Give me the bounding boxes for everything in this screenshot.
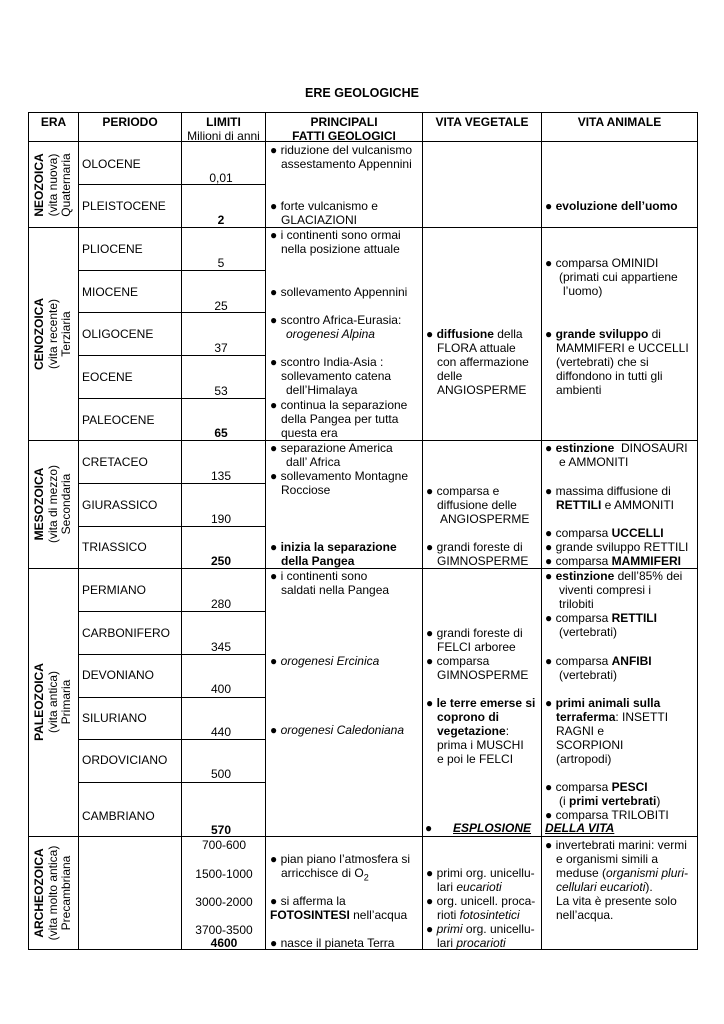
limit-permiano: 280 bbox=[210, 597, 232, 611]
bullet: ● bbox=[426, 654, 434, 668]
geo-ceno-2: nella posizione attuale bbox=[281, 242, 400, 256]
era-paleozoica-alt: Primaria bbox=[58, 679, 73, 725]
geo-arch-2 bbox=[281, 866, 369, 884]
ani-paleo-10: RAGNI e bbox=[556, 724, 605, 738]
bullet: ● bbox=[270, 723, 278, 737]
ani-text: comparsa bbox=[555, 526, 612, 540]
header-fatti-line2: FATTI GEOLOGICI bbox=[292, 129, 396, 143]
geo-ceno-8: dell’Himalaya bbox=[286, 383, 358, 397]
ani-text-bold: estinzione bbox=[555, 441, 615, 455]
veg-paleo-5 bbox=[426, 696, 535, 710]
header-limiti bbox=[182, 115, 265, 143]
bullet: ● bbox=[545, 611, 553, 625]
veg-text: : bbox=[505, 724, 510, 738]
era-cenozoica-sub: (vita recente) bbox=[45, 298, 60, 370]
geo-text: scontro Africa-Eurasia: bbox=[280, 313, 402, 327]
page-title: ERE GEOLOGICHE bbox=[305, 86, 419, 100]
geo-arch-3 bbox=[270, 894, 346, 908]
ani-arch-1 bbox=[545, 838, 687, 852]
ani-paleo-13 bbox=[545, 780, 648, 794]
veg-ceno-2: FLORA attuale bbox=[437, 341, 516, 355]
geo-text: inizia la separazione bbox=[280, 540, 397, 554]
geo-paleo-5 bbox=[425, 821, 432, 835]
limit-archeo-5: 4600 bbox=[210, 936, 238, 950]
ani-ceno-1 bbox=[545, 256, 658, 270]
era-paleozoica-sub: (vita antica) bbox=[45, 670, 60, 734]
geo-text: continua la separazione bbox=[280, 398, 408, 412]
ani-text-bold: ANFIBI bbox=[611, 654, 652, 668]
limit-olocene: 0,01 bbox=[209, 171, 233, 185]
bullet: ● bbox=[426, 866, 434, 880]
limit-devoniano: 400 bbox=[210, 682, 232, 696]
ani-arch-4 bbox=[556, 880, 653, 894]
geo-arch-1 bbox=[270, 852, 410, 866]
bullet: ● bbox=[270, 540, 278, 554]
bullet: ● bbox=[270, 441, 278, 455]
era-mesozoica-name: MESOZOICA bbox=[31, 467, 46, 541]
geo-ceno-3 bbox=[270, 285, 407, 299]
geo-paleo-2: saldati nella Pangea bbox=[281, 583, 390, 597]
limit-triassico: 250 bbox=[210, 554, 232, 568]
ani-meso-3 bbox=[545, 484, 671, 498]
limit-oligocene: 37 bbox=[214, 341, 228, 355]
era-neozoica-alt: Quaternaria bbox=[58, 153, 73, 217]
veg-text: primi org. unicellu- bbox=[436, 866, 535, 880]
ani-paleo-8 bbox=[545, 696, 660, 710]
geo-text: riduzione del vulcanismo bbox=[280, 143, 412, 157]
ani-meso-5 bbox=[545, 526, 664, 540]
geo-text: orogenesi Caledoniana bbox=[280, 723, 405, 737]
ani-text-bold: PESCI bbox=[611, 780, 648, 794]
period-eocene: EOCENE bbox=[82, 370, 133, 384]
era-neozoica-sub: (vita nuova) bbox=[45, 153, 60, 217]
veg-text-italic: procarioti bbox=[456, 936, 506, 950]
ani-meso-2: e AMMONITI bbox=[559, 455, 629, 469]
header-era: ERA bbox=[40, 115, 67, 129]
veg-text-italic: fotosintetici bbox=[459, 908, 520, 922]
period-oligocene: OLIGOCENE bbox=[82, 327, 154, 341]
geo-ceno-9 bbox=[270, 398, 407, 412]
veg-paleo-6: coprono di bbox=[437, 710, 499, 724]
bullet: ● bbox=[270, 398, 278, 412]
veg-arch-3 bbox=[426, 894, 535, 908]
geo-meso-5 bbox=[270, 540, 397, 554]
limit-giurassico: 190 bbox=[210, 512, 232, 526]
period-devoniano: DEVONIANO bbox=[82, 668, 155, 682]
veg-text: della bbox=[493, 327, 523, 341]
ani-paleo-della-vita: DELLA VITA bbox=[545, 821, 615, 835]
header-fatti bbox=[266, 115, 422, 143]
veg-paleo-3 bbox=[426, 654, 489, 668]
ani-text: comparsa bbox=[555, 654, 612, 668]
geo-ceno-7: sollevamento catena bbox=[281, 369, 392, 383]
bullet: ● bbox=[270, 355, 278, 369]
era-archeozoica-name: ARCHEOZOICA bbox=[31, 848, 46, 938]
geo-text: forte vulcanismo e bbox=[280, 199, 378, 213]
bullet: ● bbox=[545, 780, 553, 794]
era-mesozoica-sub: (vita di mezzo) bbox=[45, 464, 60, 544]
ani-arch-6: nell’acqua. bbox=[556, 908, 614, 922]
geo-text: nell’acqua bbox=[349, 908, 408, 922]
ani-ceno-4 bbox=[545, 327, 661, 341]
subscript: 2 bbox=[363, 872, 369, 883]
veg-paleo-2: FELCI arboree bbox=[437, 640, 516, 654]
bullet: ● bbox=[545, 256, 553, 270]
limit-pleistocene: 2 bbox=[217, 213, 225, 227]
veg-text: comparsa bbox=[436, 654, 490, 668]
period-triassico: TRIASSICO bbox=[82, 540, 147, 554]
limit-cretaceo: 135 bbox=[210, 469, 232, 483]
veg-text-italic: eucarioti bbox=[456, 880, 502, 894]
veg-ceno-3: con affermazione bbox=[437, 355, 529, 369]
geo-neo-3 bbox=[270, 199, 378, 213]
veg-text-bold: le terre emerse si bbox=[436, 696, 536, 710]
bullet: ● bbox=[425, 821, 433, 835]
geo-arch-5 bbox=[270, 936, 394, 950]
period-giurassico: GIURASSICO bbox=[82, 498, 158, 512]
ani-text: comparsa OMINIDI bbox=[555, 256, 659, 270]
ani-meso-6 bbox=[545, 540, 688, 554]
veg-arch-5 bbox=[426, 922, 535, 936]
ani-text: di bbox=[648, 327, 661, 341]
period-permiano: PERMIANO bbox=[82, 583, 147, 597]
ani-text: invertebrati marini: vermi bbox=[555, 838, 687, 852]
bullet: ● bbox=[545, 838, 553, 852]
ani-text: comparsa TRILOBITI bbox=[555, 808, 669, 822]
ani-paleo-9 bbox=[556, 710, 668, 724]
geo-ceno-11: questa era bbox=[281, 426, 338, 440]
limit-archeo-2: 1500-1000 bbox=[195, 867, 253, 881]
ani-text-bold: primi animali sulla bbox=[555, 696, 661, 710]
period-miocene: MIOCENE bbox=[82, 285, 139, 299]
bullet: ● bbox=[545, 199, 553, 213]
header-fatti-line1: PRINCIPALI bbox=[310, 115, 378, 129]
limit-carbonifero: 345 bbox=[210, 640, 232, 654]
ani-paleo-5: (vertebrati) bbox=[559, 625, 618, 639]
limit-siluriano: 440 bbox=[210, 725, 232, 739]
ani-paleo-12: (artropodi) bbox=[556, 752, 612, 766]
bullet: ● bbox=[545, 696, 553, 710]
ani-paleo-7: (vertebrati) bbox=[559, 668, 618, 682]
limit-cambriano: 570 bbox=[210, 823, 232, 837]
period-pliocene: PLIOCENE bbox=[82, 242, 143, 256]
ani-meso-4 bbox=[556, 498, 674, 512]
limit-paleocene: 65 bbox=[214, 426, 228, 440]
era-paleozoica-name: PALEOZOICA bbox=[31, 663, 46, 741]
ani-text: DINOSAURI bbox=[614, 441, 688, 455]
geo-meso-1 bbox=[270, 441, 393, 455]
limit-archeo-3: 3000-2000 bbox=[195, 895, 253, 909]
period-olocene: OLOCENE bbox=[82, 157, 141, 171]
veg-paleo-7 bbox=[437, 724, 509, 738]
geo-meso-3 bbox=[270, 469, 408, 483]
geo-paleo-1 bbox=[270, 569, 367, 583]
ani-ceno-6: (vertebrati) che si bbox=[556, 355, 649, 369]
geo-ceno-4 bbox=[270, 313, 401, 327]
ani-neo-1 bbox=[545, 199, 678, 213]
veg-text: grandi foreste di bbox=[436, 626, 523, 640]
ani-text-bold: UCCELLI bbox=[611, 526, 664, 540]
bullet: ● bbox=[545, 327, 553, 341]
bullet: ● bbox=[270, 313, 278, 327]
ani-ceno-5: MAMMIFERI e UCCELLI bbox=[556, 341, 689, 355]
ani-text: dell’85% dei bbox=[614, 569, 683, 583]
header-vegetale: VITA VEGETALE bbox=[435, 115, 529, 129]
bullet: ● bbox=[545, 808, 553, 822]
veg-ceno-5: ANGIOSPERME bbox=[437, 383, 527, 397]
geo-text: sollevamento Montagne bbox=[280, 469, 409, 483]
ani-text: : INSETTI bbox=[615, 710, 669, 724]
geo-text: si afferma la bbox=[280, 894, 346, 908]
geo-neo-2: assestamento Appennini bbox=[281, 157, 412, 171]
ani-arch-2: e organismi simili a bbox=[556, 852, 659, 866]
bullet: ● bbox=[270, 469, 278, 483]
veg-text: rioti bbox=[437, 908, 460, 922]
bullet: ● bbox=[426, 626, 434, 640]
bullet: ● bbox=[270, 654, 278, 668]
era-archeozoica-alt: Precambriana bbox=[58, 855, 73, 931]
ani-text-bold: terraferma bbox=[556, 710, 616, 724]
ani-text: meduse ( bbox=[556, 866, 607, 880]
era-cenozoica-name: CENOZOICA bbox=[31, 298, 46, 370]
ani-text-bold: RETTILI bbox=[556, 498, 602, 512]
veg-paleo-9: e poi le FELCI bbox=[437, 752, 514, 766]
bullet: ● bbox=[270, 936, 278, 950]
ani-text: comparsa bbox=[555, 611, 612, 625]
ani-paleo-1 bbox=[545, 569, 682, 583]
bullet: ● bbox=[426, 696, 434, 710]
period-paleocene: PALEOCENE bbox=[82, 413, 155, 427]
geo-text: i continenti sono ormai bbox=[280, 228, 401, 242]
geo-text: separazione America bbox=[280, 441, 393, 455]
veg-ceno-4: delle bbox=[437, 369, 463, 383]
veg-text-bold: diffusione bbox=[436, 327, 494, 341]
ani-text-italic: organismi pluri- bbox=[606, 866, 689, 880]
veg-text: org. unicellu- bbox=[462, 922, 535, 936]
geo-text: scontro India-Asia : bbox=[280, 355, 384, 369]
ani-paleo-3: trilobiti bbox=[559, 597, 594, 611]
geo-text: arricchisce di O bbox=[281, 866, 364, 880]
veg-text-italic: primi bbox=[436, 922, 463, 936]
ani-text: comparsa bbox=[555, 780, 612, 794]
ani-arch-5: La vita è presente solo bbox=[556, 894, 677, 908]
veg-ceno-1 bbox=[426, 327, 523, 341]
veg-meso-5: GIMNOSPERME bbox=[437, 554, 529, 568]
geo-paleo-4 bbox=[270, 723, 404, 737]
ani-ceno-2: (primati cui appartiene bbox=[559, 270, 678, 284]
ani-paleo-4 bbox=[545, 611, 657, 625]
veg-text: org. unicell. proca- bbox=[436, 894, 536, 908]
veg-meso-1 bbox=[426, 484, 499, 498]
ani-text: (i bbox=[559, 794, 569, 808]
ani-text-bold: primi vertebrati bbox=[569, 794, 657, 808]
ani-text: comparsa bbox=[555, 554, 612, 568]
veg-text: grandi foreste di bbox=[436, 540, 523, 554]
period-cambriano: CAMBRIANO bbox=[82, 809, 155, 823]
geo-ceno-6 bbox=[270, 355, 383, 369]
geo-ceno-10: della Pangea per tutta bbox=[281, 412, 399, 426]
ani-text: ) bbox=[656, 794, 661, 808]
ani-paleo-14 bbox=[559, 794, 660, 808]
limit-ordoviciano: 500 bbox=[210, 767, 232, 781]
era-neozoica-name: NEOZOICA bbox=[31, 153, 46, 217]
era-cenozoica-alt: Terziaria bbox=[58, 311, 73, 357]
geo-text: pian piano l’atmosfera si bbox=[280, 852, 410, 866]
limit-archeo-1: 700-600 bbox=[201, 838, 247, 852]
veg-arch-2 bbox=[437, 880, 502, 894]
geo-text-bold: FOTOSINTESI bbox=[270, 908, 350, 922]
header-limiti-label: LIMITI bbox=[206, 115, 241, 129]
veg-text: lari bbox=[437, 880, 457, 894]
bullet: ● bbox=[426, 484, 434, 498]
limit-eocene: 53 bbox=[214, 384, 228, 398]
ani-arch-3 bbox=[556, 866, 688, 880]
period-cretaceo: CRETACEO bbox=[82, 455, 148, 469]
ani-text: ). bbox=[645, 880, 653, 894]
bullet: ● bbox=[270, 894, 278, 908]
bullet: ● bbox=[270, 143, 278, 157]
limit-miocene: 25 bbox=[214, 299, 228, 313]
era-mesozoica-alt: Secondaria bbox=[58, 473, 73, 535]
ani-text: massima diffusione di bbox=[555, 484, 671, 498]
geo-text: nasce il pianeta Terra bbox=[280, 936, 395, 950]
ani-paleo-2: viventi compresi i bbox=[559, 583, 652, 597]
bullet: ● bbox=[270, 852, 278, 866]
ani-meso-1 bbox=[545, 441, 688, 455]
ani-text: e AMMONITI bbox=[601, 498, 675, 512]
veg-meso-2: diffusione delle bbox=[437, 498, 517, 512]
era-archeozoica-sub: (vita molto antica) bbox=[45, 845, 60, 941]
bullet: ● bbox=[426, 540, 434, 554]
veg-text: comparsa e bbox=[436, 484, 500, 498]
ani-paleo-11: SCORPIONI bbox=[556, 738, 624, 752]
limit-pliocene: 5 bbox=[217, 256, 225, 270]
ani-text-bold: grande sviluppo bbox=[555, 327, 649, 341]
veg-paleo-4: GIMNOSPERME bbox=[437, 668, 529, 682]
geo-paleo-3 bbox=[270, 654, 379, 668]
ani-text-bold: RETTILI bbox=[611, 611, 657, 625]
veg-paleo-8: prima i MUSCHI bbox=[437, 738, 524, 752]
bullet: ● bbox=[545, 554, 553, 568]
period-siluriano: SILURIANO bbox=[82, 711, 147, 725]
header-periodo: PERIODO bbox=[102, 115, 158, 129]
bullet: ● bbox=[270, 285, 278, 299]
bullet: ● bbox=[270, 199, 278, 213]
geo-ceno-1 bbox=[270, 228, 401, 242]
geo-text: i continenti sono bbox=[280, 569, 368, 583]
geo-arch-4 bbox=[270, 908, 407, 922]
veg-text: lari bbox=[437, 936, 457, 950]
veg-arch-1 bbox=[426, 866, 535, 880]
ani-ceno-3: l’uomo) bbox=[563, 284, 603, 298]
ani-paleo-6 bbox=[545, 654, 652, 668]
veg-arch-4 bbox=[437, 908, 520, 922]
bullet: ● bbox=[270, 569, 278, 583]
veg-paleo-1 bbox=[426, 626, 523, 640]
bullet: ● bbox=[426, 922, 434, 936]
geo-paleo-esplosione: ESPLOSIONE bbox=[453, 821, 532, 835]
geo-neo-4: GLACIAZIONI bbox=[281, 213, 358, 227]
ani-text-bold: evoluzione dell’uomo bbox=[555, 199, 678, 213]
bullet: ● bbox=[545, 540, 553, 554]
veg-arch-6 bbox=[437, 936, 506, 950]
bullet: ● bbox=[270, 228, 278, 242]
geo-text: sollevamento Appennini bbox=[280, 285, 408, 299]
ani-paleo-15 bbox=[545, 808, 669, 822]
geo-meso-6: della Pangea bbox=[281, 554, 355, 568]
veg-text-bold: vegetazione bbox=[437, 724, 506, 738]
ani-text-bold: estinzione bbox=[555, 569, 615, 583]
ani-ceno-8: ambienti bbox=[556, 383, 602, 397]
bullet: ● bbox=[545, 569, 553, 583]
ani-meso-7 bbox=[545, 554, 681, 568]
bullet: ● bbox=[545, 526, 553, 540]
period-carbonifero: CARBONIFERO bbox=[82, 626, 171, 640]
geo-text: orogenesi Ercinica bbox=[280, 654, 380, 668]
geo-ceno-5: orogenesi Alpina bbox=[286, 327, 375, 341]
bullet: ● bbox=[545, 654, 553, 668]
ani-text-italic: cellulari eucarioti bbox=[556, 880, 646, 894]
period-ordoviciano: ORDOVICIANO bbox=[82, 753, 168, 767]
geo-meso-2: dall’ Africa bbox=[286, 455, 341, 469]
limit-archeo-4: 3700-3500 bbox=[195, 923, 253, 937]
ani-text: grande sviluppo RETTILI bbox=[555, 540, 689, 554]
veg-meso-4 bbox=[426, 540, 523, 554]
geo-meso-4: Rocciose bbox=[281, 483, 331, 497]
ani-ceno-7: diffondono in tutti gli bbox=[556, 369, 663, 383]
geo-neo-1 bbox=[270, 143, 412, 157]
bullet: ● bbox=[545, 484, 553, 498]
bullet: ● bbox=[426, 894, 434, 908]
veg-meso-3: ANGIOSPERME bbox=[440, 512, 530, 526]
period-pleistocene: PLEISTOCENE bbox=[82, 199, 166, 213]
header-animale: VITA ANIMALE bbox=[577, 115, 662, 129]
bullet: ● bbox=[545, 441, 553, 455]
ani-text-bold: MAMMIFERI bbox=[611, 554, 681, 568]
bullet: ● bbox=[426, 327, 434, 341]
header-limiti-sub: Milioni di anni bbox=[187, 129, 260, 143]
